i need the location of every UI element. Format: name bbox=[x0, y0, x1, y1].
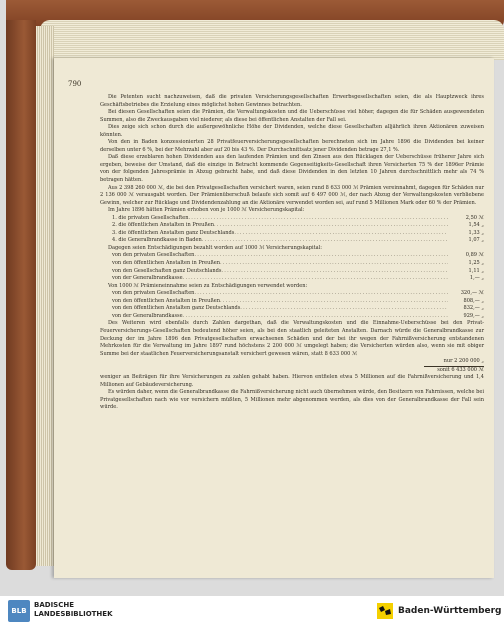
row-value: 1,25 „ bbox=[468, 260, 484, 267]
row-value: 320,— ℳ bbox=[460, 290, 484, 297]
row-label: von den öffentlichen Anstalten in Preußen bbox=[112, 297, 220, 304]
paragraph: Von den in Baden konzessionierten 28 Privatfeuerversicherungsgesellschaften berechneten sich im Jahre 1896 die Dividenden bei keiner derselben unter 6 %, bei der Mehrzahl aber auf 20 bis 43 %. Der Durchschnittsatz jener Dividenden betrage 27,1 %. bbox=[100, 139, 484, 153]
row-label: 3. die öffentlichen Anstalten ganz Deutschlands bbox=[112, 229, 235, 236]
row-value: 929,— „ bbox=[463, 312, 484, 319]
per1000-row bbox=[100, 298, 484, 306]
paragraph: Aus 2 398 260 000 ℳ, die bei den Privatgesellschaften versichert waren, seien rund 8 633 000 ℳ Prämien vereinnahmt, dagegen für Schäden nur 2 136 000 ℳ verausgabt worden. Der Prämienüberschuß belaufe sich somit auf 6 497 000 ℳ, der nach Abzug der Verwaltungskosten verbliebene Gewinn, welcher zur Rücklage und Dividendenzahlung an die Aktionäre verwendet worden sei, auf rund 5 Millionen Mark oder 60 % der Prämien. bbox=[100, 184, 484, 206]
paragraph: Die Petenten sucht nachzuweisen, daß die privaten Versicherungsgesellschaften Erwerbsgesellschaften seien, die als Hauptzweck ihres Geschäftsbetriebes die Erzielung eines möglichst hohen Gewinnes betrachten. bbox=[100, 94, 484, 108]
per1000-row bbox=[100, 313, 484, 321]
library-name[interactable] bbox=[34, 601, 113, 619]
row-value: 1,33 „ bbox=[468, 229, 484, 236]
damage-row bbox=[100, 252, 484, 260]
total-line: sonit 6 433 000 ℳ bbox=[437, 366, 484, 373]
premium-intro: Im Jahre 1896 hätten Prämien erhoben von je 1000 ℳ Versicherungskapital: bbox=[108, 207, 305, 214]
row-label: von den privaten Gesellschaften bbox=[112, 290, 195, 297]
row-value: 808,— „ bbox=[463, 297, 484, 304]
page-number: 790 bbox=[68, 80, 82, 88]
paragraph: weniger an Beiträgen für ihre Versicherungen zu zahlen gehabt haben. Hiervon entfielen etwa 5 Millionen auf die Fahrnißversicherung und 1,4 Millionen auf Gebäudeversicherung. bbox=[100, 374, 484, 388]
row-label: 1. die privaten Gesellschaften bbox=[112, 214, 189, 221]
library-name-line2: LANDESBIBLIOTHEK bbox=[34, 610, 113, 618]
row-value: 2,50 ℳ bbox=[465, 214, 484, 221]
per1000-intro: Von 1000 ℳ Prämieneinnahme seien zu Entschädigungen verwendet worden: bbox=[108, 282, 308, 289]
page-text bbox=[100, 94, 484, 412]
page-edges-left bbox=[36, 26, 54, 566]
damage-row bbox=[100, 260, 484, 268]
row-value: 1,07 „ bbox=[468, 237, 484, 244]
row-label: 4. die Generalbrandkasse in Baden bbox=[112, 237, 202, 244]
damage-row bbox=[100, 268, 484, 276]
paragraph: Bei diesen Gesellschaften seien die Prämien, die Verwaltungskosten und die Ueberschüsse viel höher, dagegen die für Schäden ausgewendeten Summen, also die Zweckausgaben viel niederer, als diese bei öffentlichen Anstalten der Fall sei. bbox=[100, 109, 484, 123]
state-name[interactable]: Baden-Württemberg bbox=[398, 606, 502, 616]
per1000-row bbox=[100, 290, 484, 298]
page-edges-top bbox=[40, 20, 504, 60]
row-label: von den öffentlichen Anstalten ganz Deutschlands bbox=[112, 305, 241, 312]
row-label: von den privaten Gesellschaften bbox=[112, 252, 195, 259]
premium-row bbox=[100, 230, 484, 238]
row-label: von der Generalbrandkasse bbox=[112, 312, 183, 319]
paragraph: Es würden daher, wenn die Generalbrandkasse die Fahrnißversicherung nicht auch übernehmen würde, den Besitzern von Fahrnissen, welche bei Privatgesellschaften nach wie vor versichern müßten, 5 Millionen mehr abgenommen werden, als dies von der Generalbrandkasse der Fall sein würde. bbox=[100, 389, 484, 411]
damage-intro: Dagegen seien Entschädigungen bezahlt worden auf 1000 ℳ Versicherungskapital: bbox=[108, 244, 322, 251]
row-label: von den Gesellschaften ganz Deutschlands bbox=[112, 267, 222, 274]
row-value: 832,— „ bbox=[463, 305, 484, 312]
subtract-line: nur 2 200 000 „ bbox=[443, 358, 484, 365]
damage-row bbox=[100, 275, 484, 283]
premium-row bbox=[100, 237, 484, 245]
library-name-line1: BADISCHE bbox=[34, 601, 74, 609]
row-value: 1,54 „ bbox=[468, 222, 484, 229]
paragraph: Dies zeige sich schon durch die außergewöhnliche Höhe der Dividenden, welche diese Gesellschaften alljährlich ihren Aktionären zuweisen könnten. bbox=[100, 124, 484, 138]
row-label: von der Generalbrandkasse bbox=[112, 275, 183, 282]
premium-row bbox=[100, 222, 484, 230]
row-value: 1,11 „ bbox=[468, 267, 484, 274]
row-label: von den öffentlichen Anstalten in Preußen bbox=[112, 260, 220, 267]
premium-row bbox=[100, 215, 484, 223]
baden-wuerttemberg-crest-icon bbox=[376, 602, 394, 620]
row-label: 2. die öffentlichen Anstalten in Preußen bbox=[112, 222, 215, 229]
paragraph: Des Weiteren wird ebenfalls durch Zahlen dargethan, daß die Verwaltungskosten und die Einnahme-Ueberschüsse bei den Privat-Feuerversicherungs-Gesellschaften bedeutend höher seien, als bei den staatlich geleiteten Anstalten. Darnach würde die Generalbrandkasse zur Deckung der im Jahre 1896 den Privatgesellschaften erwachsenen Schäden und der bei ihr wegen der Fahrnißversicherung entstandenen Mehrkosten für die Verwaltung im Jahre 1897 rund höchstens 2 200 000 ℳ umgelegt haben; die Versicherten würden also, wenn sie mit obiger Summe bei der staatlichen Feuerversicherungsanstalt versichert gewesen wären, statt 8 633 000 ℳ bbox=[100, 320, 484, 357]
row-value: 1,— „ bbox=[469, 275, 484, 282]
paragraph: Daß diese erzeblaren hohen Dividenden aus den laufenden Prämien und den Zinsen aus den Rücklagen der Ueberschüsse früherer Jahre sich ergeben, beweise der Umstand, daß die einzige in Betracht kommende Gegenseitigkeits-Gesellschaft ihren Versicherten 75 % der 1896er Prämie von der folgenden Jahresprämie in Abzug gebracht habe, und daß diese Dividenden in den letzten 10 Jahren durchschnittlich mehr als 74 % betragen hätten. bbox=[100, 154, 484, 184]
book-cover-left bbox=[6, 20, 36, 570]
row-value: 0,89 ℳ bbox=[465, 252, 484, 259]
blb-logo[interactable]: BLB bbox=[8, 600, 30, 622]
per1000-row bbox=[100, 305, 484, 313]
